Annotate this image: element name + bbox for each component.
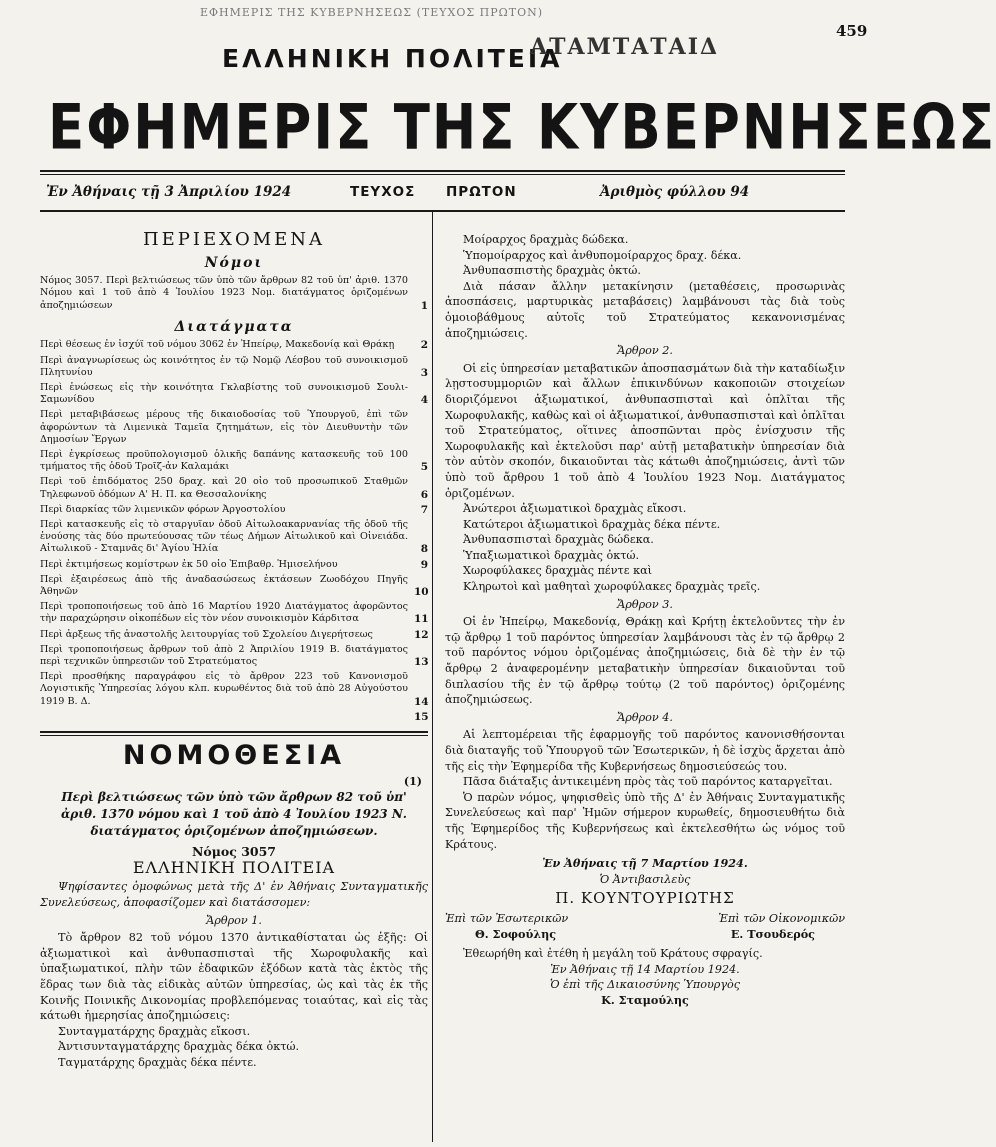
decrees-heading: Διατάγματα — [174, 318, 294, 335]
toc-item[interactable] — [40, 671, 428, 708]
toc-item[interactable] — [40, 275, 428, 312]
issue-label: ΤΕΥΧΟΣ — [350, 184, 416, 200]
rate-line: Κατώτεροι ἀξιωματικοὶ δραχμὰς δέκα πέντε. — [463, 517, 721, 531]
left-column — [40, 228, 428, 1071]
rate-line: Ἀνθυπασπιστὴς δραχμὰς ὀκτώ. — [463, 264, 641, 278]
contents-title: ΠΕΡΙΕΧΟΜΕΝΑ — [142, 229, 326, 250]
state-name: ΕΛΛΗΝΙΚΗ ΠΟΛΙΤΕΙΑ — [222, 44, 563, 73]
toc-item-text: Περὶ ἐκτιμήσεως κομίστρων ἐκ 50 οἰο Ἐπιβαθρ. Ἡμισελήνου — [40, 558, 338, 570]
paragraph: Διὰ πάσαν ἄλλην μετακίνησιν (μεταθέσεις, προσωρινὰς ἀποσπάσεις, μαρτυρικὰς μεταβάσεις) λαμβάνουσι τὰς διὰ τοὺς ὁμοιοβάθμους αὐτοῖς τοῦ Στρατεύματος κεκανονισμένας ἀποζημιώσεις. — [445, 279, 845, 340]
toc-item[interactable] — [40, 559, 428, 571]
laws-heading: Νόμοι — [204, 254, 264, 271]
masthead-rule-thin — [40, 174, 845, 175]
paragraph: Οἱ εἰς ὑπηρεσίαν μεταβατικῶν ἀποσπασμάτων διὰ τὴν καταδίωξιν λῃστοσυμμοριῶν καὶ ἄλλων ἐπικινδύνων κακοποιῶν στοιχείων διοριζόμενοι ἀξιωματικοί, ἀνθυπασπισταὶ καὶ ὁπλῖται τῆς Χωροφυλακῆς, καθὼς καὶ οἱ ἀξιωματικοί, ἀνθυπασπισταὶ καὶ ὁπλῖται τοῦ Στρατεύματος, οἵτινες ἀποσπῶνται πρὸς ἐνίσχυσιν τῆς Χωροφυλακῆς καὶ ἐκτελοῦσι παρ' αὐτῇ μεταβατικὴν ὑπηρεσίαν διὰ τὸν αὐτὸν σκοπόν, δικαιοῦνται τὰς κάτωθι ἀποζημιώσεις, ἀντὶ τῶν ὑπὸ τοῦ ἄρθρου 1 τοῦ ἀπὸ 4 Ἰουλίου 1923 Νομ. Διατάγματος ὁριζομένων. — [445, 361, 845, 500]
toc-item-text: Περὶ ἀρξεως τῆς ἀναστολῆς λειτουργίας τοῦ Σχολείου Διγερήτσεως — [40, 628, 373, 640]
toc-item-page: 8 — [420, 543, 428, 556]
masthead-rule — [40, 170, 845, 172]
toc-item-page: 1 — [420, 299, 428, 312]
toc-item-text: Περὶ τροποποιήσεως ἄρθρων τοῦ ἀπὸ 2 Ἀπριλίου 1919 Β. διατάγματος περὶ τεχνικῶν ὑπηρεσιῶν τοῦ Στρατεύματος — [40, 643, 408, 668]
decrees-list — [40, 339, 428, 723]
rate-line: Ἀνθυπασπισταὶ δραχμὰς δώδεκα. — [463, 533, 654, 547]
sheet-number: Ἀριθμὸς φύλλου 94 — [600, 184, 750, 200]
rate-line: Ἀνώτεροι ἀξιωματικοὶ δραχμὰς εἴκοσι. — [463, 502, 687, 516]
toc-item-text: Περὶ μεταβιβάσεως μέρους τῆς δικαιοδοσίας τοῦ Ὑπουργοῦ, ἐπὶ τῶν ἀφορώντων τὰ Λιμενικὰ Ταμεῖα ζητημάτων, εἰς τὸν Διευθυντὴν τῶν Δημοσίων Ἔργων — [40, 409, 408, 445]
rate-line: Ὑπομοίραρχος καὶ ἀνθυπομοίραρχος δραχ. δέκα. — [463, 248, 742, 262]
toc-item-page: 10 — [414, 586, 429, 599]
rate-line: Ὑπαξιωματικοὶ δραχμὰς ὀκτώ. — [463, 548, 640, 562]
toc-item-page: 7 — [420, 503, 428, 516]
minister-finance-name: Ε. Τσουδερός — [730, 926, 815, 941]
toc-item-page: 13 — [414, 656, 429, 669]
toc-item-page: 3 — [420, 366, 428, 379]
law-title: Περὶ βελτιώσεως τῶν ὑπὸ τῶν ἄρθρων 82 τοῦ ὑπ' ἀριθ. 1370 νόμου καὶ 1 τοῦ ἀπὸ 4 Ἰουλίου 1923 Ν. διατάγματος ὁριζομένων ἀποζημιώσεων. — [61, 790, 407, 839]
article-2-heading: Ἄρθρον 2. — [617, 344, 673, 358]
laws-list — [40, 275, 428, 312]
toc-item-page: 4 — [420, 394, 428, 407]
toc-item-text: Νόμος 3057. Περὶ βελτιώσεως τῶν ὑπὸ τῶν ἄρθρων 82 τοῦ ὑπ' ἀριθ. 1370 Νόμου καὶ 1 τοῦ ἀπὸ 4 Ἰουλίου 1923 Νομ. διατάγματος ὁριζομένων ἀποζημιώσεων — [40, 275, 408, 311]
toc-item-text: Περὶ ἀναγνωρίσεως ὡς κοινότητος ἐν τῷ Νομῷ Λέσβου τοῦ συνοικισμοῦ Πλητυνίου — [40, 354, 408, 378]
toc-item[interactable] — [40, 629, 428, 641]
toc-item-page: 5 — [420, 461, 428, 474]
toc-item[interactable] — [40, 644, 428, 668]
rate-line: Συνταγματάρχης δραχμὰς εἴκοσι. — [58, 1024, 251, 1038]
toc-item[interactable] — [40, 519, 428, 556]
page-number: 459 — [836, 22, 868, 40]
law-number: Νόμος 3057 — [191, 844, 276, 860]
regent-name: Π. ΚΟΥΝΤΟΥΡΙΩΤΗΣ — [555, 889, 735, 908]
toc-item-text: Περὶ διαρκίας τῶν λιμενικῶν φόρων Ἀργοστολίου — [40, 503, 286, 515]
toc-item-text: Περὶ ἑνώσεως εἰς τὴν κοινότητα Γκλαβίστης τοῦ συνοικισμοῦ Σουλι-Σαμωνίδου — [40, 382, 408, 406]
toc-item-page: 9 — [420, 558, 428, 571]
section-divider — [40, 731, 428, 736]
toc-item[interactable] — [40, 339, 428, 351]
toc-item-text: Περὶ ἐγκρίσεως προϋπολογισμοῦ ὁλικῆς δαπάνης κατασκευῆς τοῦ 100 τμήματος τῆς ὁδοῦ Τροῖζ-ἀν Καλαμάκι — [40, 449, 408, 473]
toc-item[interactable] — [40, 476, 428, 500]
ministers-labels — [445, 911, 845, 927]
dateline-rule — [40, 210, 845, 212]
toc-item-page: 15 — [414, 710, 429, 723]
top-strip-text: ΕΦΗΜΕΡΙΣ ΤΗΣ ΚΥΒΕΡΝΗΣΕΩΣ (ΤΕΥΧΟΣ ΠΡΩΤΟΝ) — [200, 6, 543, 19]
toc-item[interactable] — [40, 601, 428, 625]
paragraph: Αἱ λεπτομέρειαι τῆς ἐφαρμογῆς τοῦ παρόντος κανονισθήσονται διὰ διαταγῆς τοῦ Ὑπουργοῦ τῶν Ἐσωτερικῶν, ἡ δὲ ἰσχὺς ἄρχεται ἀπὸ τῆς εἰς τὴν Ἐφημερίδα τῆς Κυβερνήσεως δημοσιεύσεώς του. — [445, 728, 845, 773]
toc-item-page: 12 — [414, 628, 429, 641]
paragraph: Πᾶσα διάταξις ἀντικειμένη πρὸς τὰς τοῦ παρόντος καταργεῖται. — [463, 775, 833, 789]
toc-item[interactable] — [40, 711, 428, 723]
legislation-heading: ΝΟΜΟΘΕΣΙΑ — [122, 740, 346, 772]
rate-line: Ἀντισυνταγματάρχης δραχμὰς δέκα ὀκτώ. — [58, 1040, 300, 1054]
toc-item-text: Περὶ τροποποιήσεως τοῦ ἀπὸ 16 Μαρτίου 1920 Διατάγματος ἀφορῶντος τὴν παραχώρησιν οἰκοπέδων εἰς τὸν νέον συνοικισμὸν Κάρδιτσα — [40, 601, 408, 625]
signing-date: Ἐν Ἀθήναις τῇ 7 Μαρτίου 1924. — [542, 856, 748, 871]
paragraph: Οἱ ἐν Ἠπείρῳ, Μακεδονίᾳ, Θράκῃ καὶ Κρήτῃ ἐκτελοῦντες τὴν ἐν τῷ ἄρθρῳ 1 τοῦ παρόντος ὑπηρεσίαν λαμβάνουσι τὰς ἐν τῷ ἄρθρῳ 2 τοῦ παρόντος νόμου ὁριζομένας ἀποζημιώσεις, διὰ δὲ τὴν ἐν τῷ ἄρθρῳ 2 ἀναφερομένην μεταβατικὴν ὑπηρεσίαν δικαιοῦνται τοῦ διπλασίου τῆς ἐν τῷ ἄρθρῳ τούτῳ (2 τοῦ παρόντος) ὁριζομένης ἀποζημιώσεως. — [445, 615, 845, 707]
toc-item[interactable] — [40, 504, 428, 516]
minister-finance-label: Ἐπὶ τῶν Οἰκονομικῶν — [718, 911, 845, 925]
seal-note: Ἐθεωρήθη καὶ ἐτέθη ἡ μεγάλη τοῦ Κράτους σφραγίς. — [463, 947, 763, 961]
toc-item-page: 6 — [420, 488, 428, 501]
rate-line: Κληρωτοὶ καὶ μαθηταὶ χωροφύλακες δραχμὰς τρεῖς. — [463, 580, 761, 594]
law-state: ΕΛΛΗΝΙΚΗ ΠΟΛΙΤΕΙΑ — [132, 857, 336, 877]
article-3-heading: Ἄρθρον 3. — [617, 597, 673, 611]
toc-item[interactable] — [40, 382, 428, 406]
toc-item-page: 11 — [414, 613, 429, 626]
ministers-names — [445, 927, 845, 943]
toc-item-text: Περὶ τοῦ ἐπιδόματος 250 δραχ. καὶ 20 οἰο τοῦ προσωπικοῦ Σταθμῶν Τηλεφωνοῦ ὁδόμων Α' Η. Π. κα Θεσσαλονίκης — [40, 476, 408, 500]
column-divider — [432, 212, 433, 1142]
paragraph: Ὁ παρὼν νόμος, ψηφισθεὶς ὑπὸ τῆς Δ' ἐν Ἀθήναις Συνταγματικῆς Συνελεύσεως καὶ παρ' Ἡμῶν σήμερον κυρωθείς, δημοσιευθήτω διὰ τῆς Ἐφημερίδος τῆς Κυβερνήσεως καὶ ἐκτελεσθήτω ὡς νόμος τοῦ Κράτους. — [445, 790, 845, 851]
rate-line: Ταγματάρχης δραχμὰς δέκα πέντε. — [58, 1055, 257, 1069]
law-preamble: Ψηφίσαντες ὁμοφώνως μετὰ τῆς Δ' ἐν Ἀθήναις Συνταγματικῆς Συνελεύσεως, ἀποφασίζομεν καὶ διατάσσομεν: — [40, 880, 428, 910]
rate-line: Χωροφύλακες δραχμὰς πέντε καὶ — [463, 564, 653, 578]
toc-item-page: 14 — [414, 695, 429, 708]
footnote-mark: (1) — [403, 774, 422, 788]
toc-item[interactable] — [40, 355, 428, 379]
article-4-heading: Ἄρθρον 4. — [617, 710, 673, 724]
justice-minister-name: Κ. Σταμούλης — [601, 992, 689, 1007]
right-column — [445, 232, 845, 1009]
article-1-text: Τὸ ἄρθρον 82 τοῦ νόμου 1370 ἀντικαθίσταται ὡς ἑξῆς: Οἱ ἀξιωματικοὶ καὶ ἀνθυπασπισταὶ τῆς Χωροφυλακῆς καὶ ὑπαξιωματικοί, πλὴν τῶν ἐδαφικῶν ἐξόδων κατὰ τὰς ἐκτὸς τῆς ἕδρας των διὰ τὰς εἰδικὰς αὐτῶν ὑπηρεσίας, ὡς καὶ τὰς ἐκ τῆς Κοινῆς Ποινικῆς Δικονομίας προβλεπόμενας τοιαύτας, καὶ εἰς τὰς κάτωθι ἡμερησίας ἀποζημιώσεις: — [40, 931, 428, 1023]
toc-item-text: Περὶ ἐξαιρέσεως ἀπὸ τῆς ἀναδασώσεως ἐκτάσεων Ζωοδόχου Πηγῆς Ἀθηνῶν — [40, 573, 408, 598]
toc-item[interactable] — [40, 409, 428, 446]
article-1-heading: Ἄρθρον 1. — [206, 913, 262, 927]
toc-item-text: Περὶ θέσεως ἐν ἰσχύϊ τοῦ νόμου 3062 ἐν Ἠπείρῳ, Μακεδονίᾳ καὶ Θράκῃ — [40, 339, 395, 351]
regent-title: Ὁ Ἀντιβασιλεὺς — [599, 872, 691, 886]
toc-item-text: Περὶ κατασκευῆς εἰς τὸ σταργυῖαν ὁδοῦ Αἰτωλοακαρνανίας τῆς ὁδοῦ τῆς ἑνούσης τὰς δύο πρωτεύουσας τῶν τέως Δήμων Αἰτωλικοῦ καὶ Οἰνειάδα. Αἰτωλικοῦ - Σταμνᾶς δι' Ἁγίου Ἠλία — [40, 519, 408, 555]
seal-date: Ἐν Ἀθήναις τῇ 14 Μαρτίου 1924. — [550, 962, 740, 976]
masthead-title: ΕΦΗΜΕΡΙΣ ΤΗΣ ΚΥΒΕΡΝΗΣΕΩΣ — [48, 92, 996, 164]
toc-item[interactable] — [40, 574, 428, 598]
issue-value: ΠΡΩΤΟΝ — [446, 184, 517, 200]
minister-interior-name: Θ. Σοφούλης — [475, 926, 557, 941]
toc-item[interactable] — [40, 449, 428, 473]
issue-date: Ἐν Ἀθήναις τῇ 3 Ἀπριλίου 1924 — [46, 184, 292, 200]
rate-line: Μοίραρχος δραχμὰς δώδεκα. — [463, 233, 629, 246]
toc-item-page: 2 — [420, 339, 428, 352]
toc-item-text: Περὶ προσθήκης παραγράφου εἰς τὸ ἄρθρον 223 τοῦ Κανονισμοῦ Λογιστικῆς Ὑπηρεσίας λόγου κλπ. κυρωθέντος διὰ τοῦ ἀπὸ 28 Αὐγούστου 1919 Β. Δ. — [40, 671, 408, 707]
stamp-overlay: ΑΤΑΜΤΑΤΑΙΔ — [530, 34, 720, 60]
justice-minister-title: Ὁ ἐπὶ τῆς Δικαιοσύνης Ὑπουργὸς — [549, 978, 741, 992]
minister-interior-label: Ἐπὶ τῶν Ἐσωτερικῶν — [445, 911, 569, 925]
